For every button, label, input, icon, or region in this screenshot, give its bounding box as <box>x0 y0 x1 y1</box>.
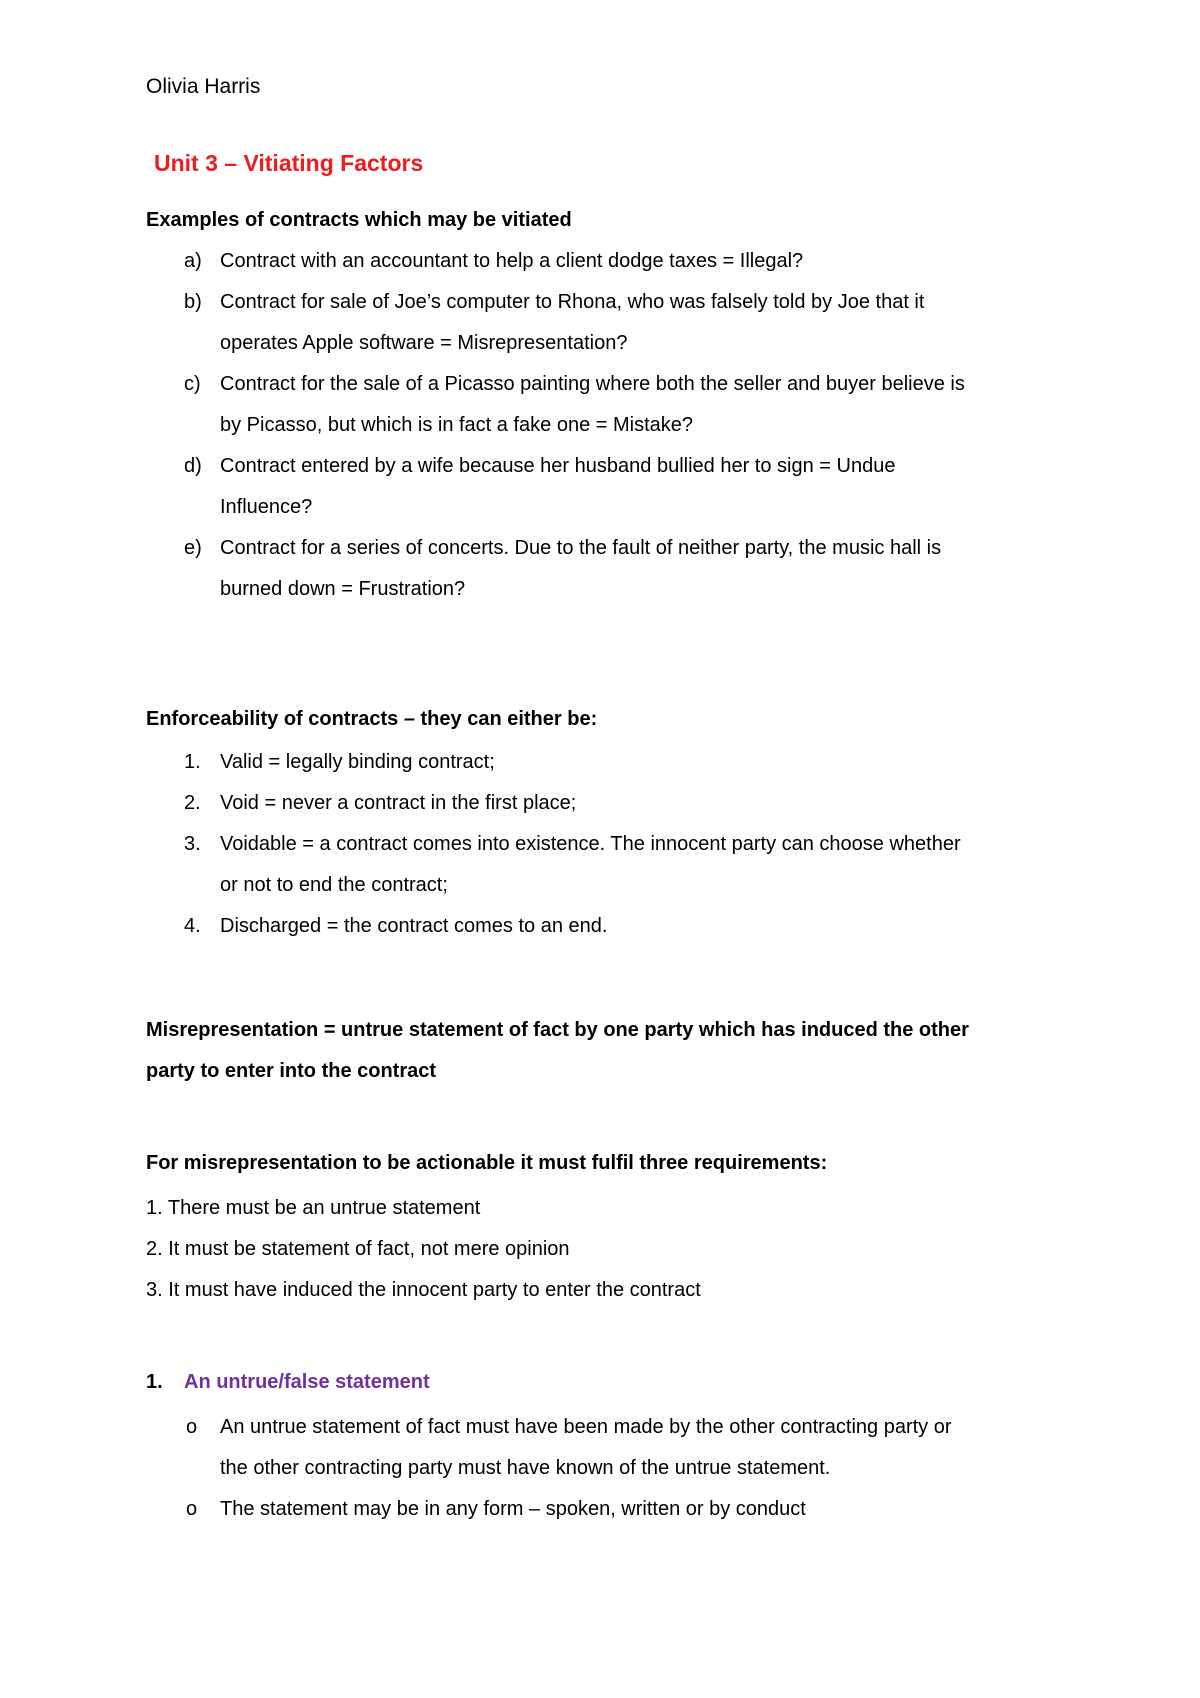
list-item-text: Contract for a series of concerts. Due to the fault of neither party, the music hall is <box>220 537 942 559</box>
bullet-marker: o <box>186 1416 198 1438</box>
list-item-text: Contract with an accountant to help a client dodge taxes = Illegal? <box>220 250 804 272</box>
author-name: Olivia Harris <box>146 75 261 98</box>
list-item-text: An untrue statement of fact must have been made by the other contracting party or <box>220 1416 952 1438</box>
bullet-marker: o <box>186 1498 198 1520</box>
list-item-text-continued: operates Apple software = Misrepresentation? <box>220 332 628 354</box>
list-item <box>146 751 1066 773</box>
list-item <box>146 373 1066 436</box>
list-item-text: Contract for the sale of a Picasso painting where both the seller and buyer believe is <box>220 373 965 395</box>
enforceability-heading: Enforceability of contracts – they can either be: <box>146 708 598 730</box>
enforceability-list <box>146 751 1066 937</box>
requirements-heading: For misrepresentation to be actionable it must fulfil three requirements: <box>146 1152 828 1174</box>
list-marker: c) <box>184 373 201 395</box>
list-item <box>146 537 1066 600</box>
requirement-item: 1. There must be an untrue statement <box>146 1197 481 1219</box>
list-marker: 4. <box>184 915 201 937</box>
list-item-text: Voidable = a contract comes into existence. The innocent party can choose whether <box>220 833 961 855</box>
examples-list <box>146 250 1066 600</box>
list-marker: e) <box>184 537 202 559</box>
list-item <box>146 250 1066 272</box>
section-bullet-list <box>146 1416 1066 1520</box>
list-item <box>146 792 1066 814</box>
list-marker: a) <box>184 250 202 272</box>
list-item <box>146 291 1066 354</box>
section-title: An untrue/false statement <box>184 1371 430 1393</box>
section-heading <box>146 1371 1066 1393</box>
examples-heading: Examples of contracts which may be vitiated <box>146 209 572 231</box>
document-title: Unit 3 – Vitiating Factors <box>154 150 424 176</box>
list-marker: d) <box>184 455 202 477</box>
requirement-item: 3. It must have induced the innocent party to enter the contract <box>146 1279 701 1301</box>
list-marker: 1. <box>184 751 201 773</box>
list-item-text-continued: burned down = Frustration? <box>220 578 466 600</box>
list-item-text-continued: Influence? <box>220 496 313 518</box>
list-item-text-continued: by Picasso, but which is in fact a fake one = Mistake? <box>220 414 694 436</box>
list-marker: b) <box>184 291 202 313</box>
list-marker: 2. <box>184 792 201 814</box>
list-item <box>146 1498 1066 1520</box>
list-item-text: Contract for sale of Joe’s computer to Rhona, who was falsely told by Joe that it <box>220 291 925 313</box>
list-item-text: Discharged = the contract comes to an end. <box>220 915 608 937</box>
list-item-text-continued: the other contracting party must have known of the untrue statement. <box>220 1457 831 1479</box>
list-item <box>146 833 1066 896</box>
section-number: 1. <box>146 1371 163 1393</box>
requirement-item: 2. It must be statement of fact, not mere opinion <box>146 1238 570 1260</box>
list-item-text: Contract entered by a wife because her husband bullied her to sign = Undue <box>220 455 896 477</box>
list-item-text: Void = never a contract in the first place; <box>220 792 577 814</box>
list-item <box>146 455 1066 518</box>
list-marker: 3. <box>184 833 201 855</box>
misrepresentation-definition: Misrepresentation = untrue statement of fact by one party which has induced the other <box>146 1019 969 1041</box>
misrepresentation-definition-continued: party to enter into the contract <box>146 1060 437 1082</box>
list-item <box>146 1416 1066 1479</box>
list-item-text: The statement may be in any form – spoken, written or by conduct <box>220 1498 806 1520</box>
list-item-text: Valid = legally binding contract; <box>220 751 495 773</box>
list-item <box>146 915 1066 937</box>
list-item-text-continued: or not to end the contract; <box>220 874 448 896</box>
